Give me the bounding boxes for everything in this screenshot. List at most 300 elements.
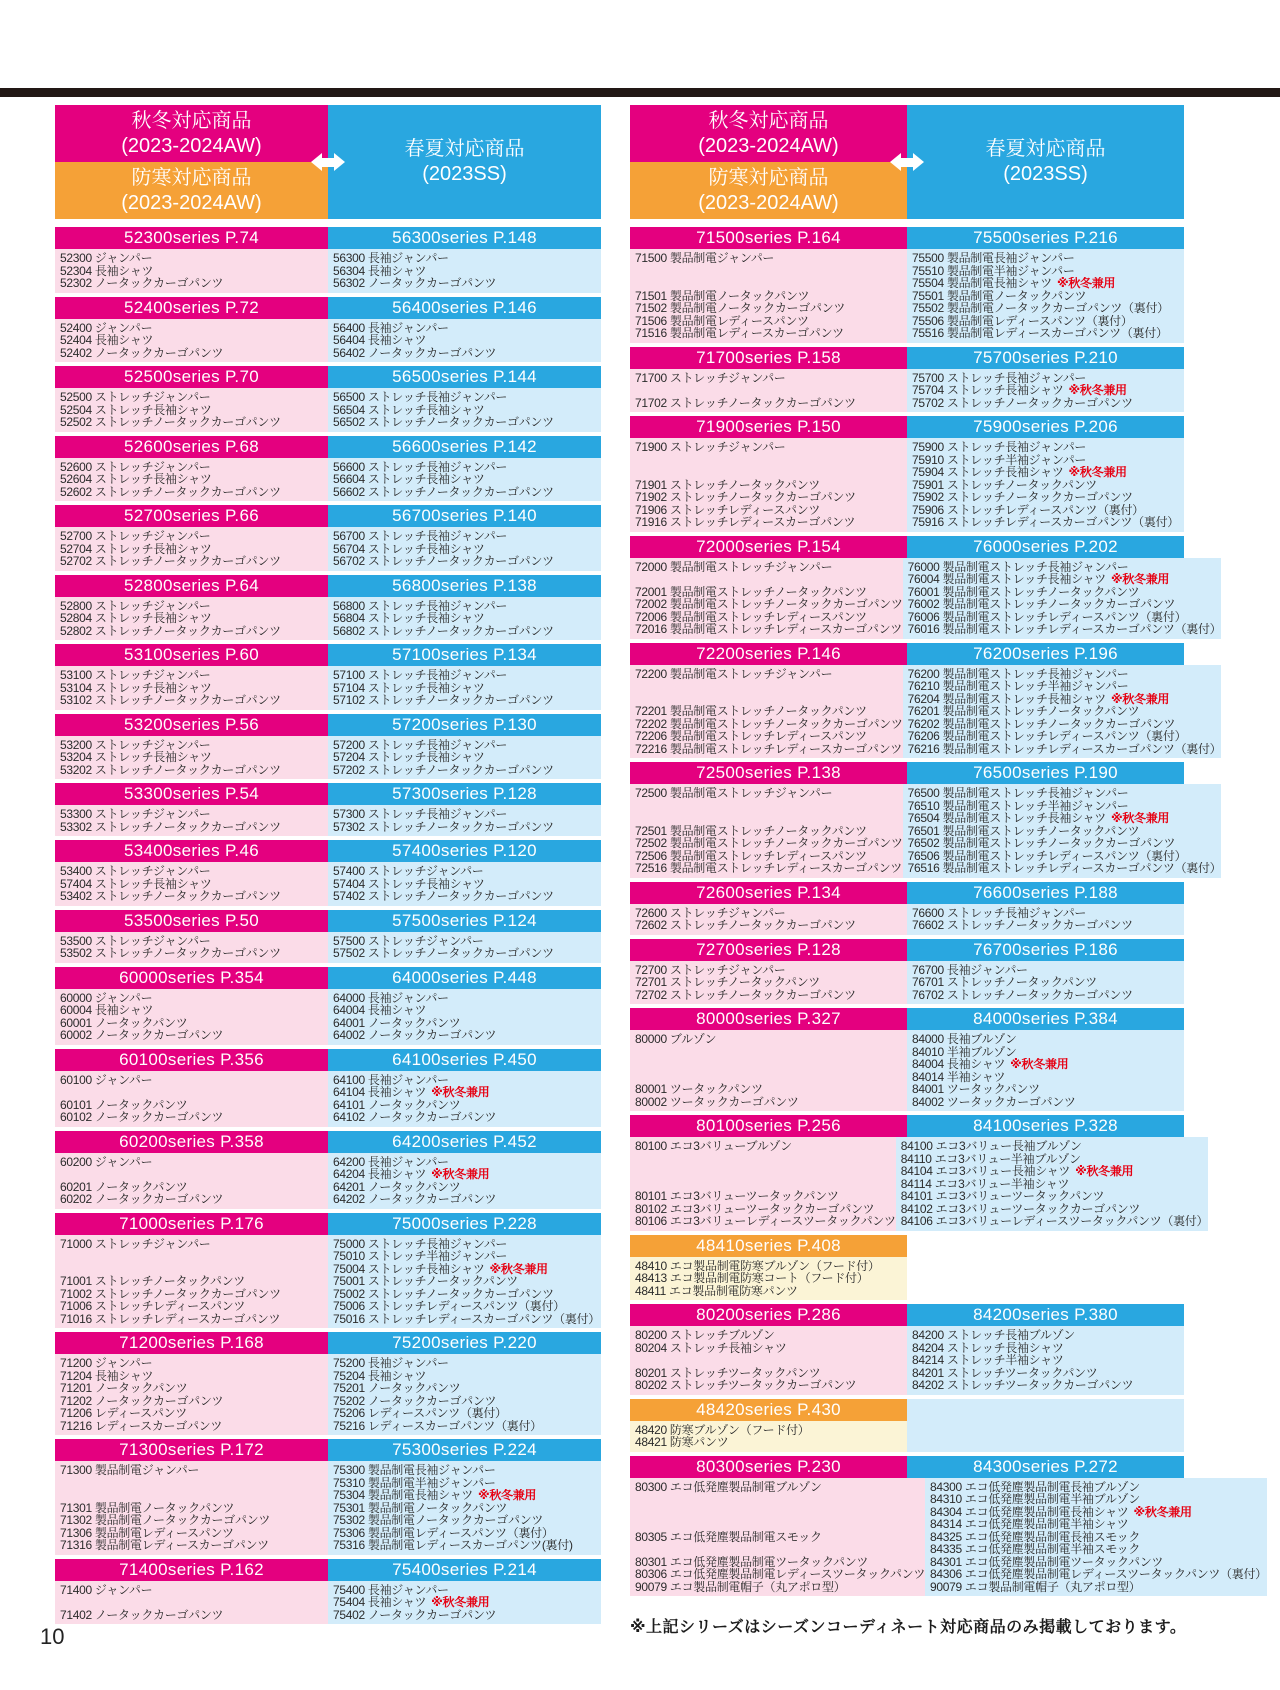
product-row (328, 992, 601, 1005)
product-code-name: 75700 ストレッチ長袖ジャンパー (912, 371, 1087, 384)
product-code-name: 80306 エコ低発塵製品制電レディースツータックパンツ (635, 1568, 926, 1581)
product-code-name: 84001 ツータックパンツ (912, 1083, 1040, 1096)
product-code-name: 80102 エコ3バリューツータックカーゴパンツ (635, 1202, 875, 1215)
product-code-name: 75400 長袖ジャンパー (333, 1583, 449, 1596)
product-row (328, 1477, 601, 1490)
product-row (55, 473, 328, 486)
product-row (55, 1489, 328, 1502)
product-row (55, 1288, 328, 1301)
product-code-name: 76602 ストレッチノータックカーゴパンツ (912, 919, 1133, 932)
product-row (328, 1263, 601, 1276)
product-code-name: 80301 エコ低発塵製品制電ツータックパンツ (635, 1555, 869, 1568)
product-code-name: 75302 製品制電ノータックカーゴパンツ (333, 1514, 544, 1527)
product-row (903, 693, 1222, 706)
product-row (55, 1313, 328, 1326)
product-row (630, 976, 907, 989)
product-code-name: 48420 防寒ブルゾン（フード付） (635, 1423, 810, 1436)
product-code-name: 80200 ストレッチブルゾン (635, 1329, 775, 1342)
product-row (328, 486, 601, 499)
ss-series-header: 84200series P.380 (907, 1304, 1184, 1326)
product-row (630, 919, 907, 932)
product-row (903, 561, 1222, 574)
product-code-name: 80202 ストレッチツータックカーゴパンツ (635, 1379, 857, 1392)
aw-products (630, 961, 907, 1005)
product-row (328, 1193, 601, 1206)
legend-autumn-winter (630, 105, 907, 162)
product-row (630, 1531, 925, 1544)
product-code-name: 52400 ジャンパー (60, 321, 153, 334)
product-code-name: 56802 ストレッチノータックカーゴパンツ (333, 624, 554, 637)
series-section (630, 1235, 1184, 1301)
product-row (630, 516, 907, 529)
season-note: ※秋冬兼用 (489, 1262, 548, 1275)
aw-products (55, 1071, 328, 1127)
aw-products (55, 1581, 328, 1625)
product-row (55, 1181, 328, 1194)
product-code-name: 72206 製品制電ストレッチレディースパンツ (635, 730, 867, 743)
legend-ss-season: (2023SS) (422, 163, 507, 185)
product-row (55, 265, 328, 278)
product-row (328, 404, 601, 417)
product-row (328, 878, 601, 891)
ss-series-header: 75700series P.210 (907, 347, 1184, 369)
product-code-name: 75506 製品制電レディースパンツ（裏付） (912, 314, 1133, 327)
product-row (328, 1313, 601, 1326)
product-row (55, 600, 328, 613)
legend-winter-season: (2023-2024AW) (121, 191, 262, 214)
product-code-name: 76202 製品制電ストレッチノータックカーゴパンツ (907, 717, 1176, 730)
legend-winter (630, 162, 907, 219)
product-row (907, 1342, 1184, 1355)
product-row (630, 1367, 907, 1380)
product-code-name: 60101 ノータックパンツ (60, 1098, 188, 1111)
ss-products (907, 1257, 1184, 1301)
product-code-name: 75501 製品制電ノータックパンツ (912, 289, 1087, 302)
product-row (903, 743, 1222, 756)
product-code-name: 52802 ストレッチノータックカーゴパンツ (60, 624, 281, 637)
season-note: ※秋冬兼用 (1068, 384, 1127, 397)
product-code-name: 76206 製品制電ストレッチレディースパンツ（裏付） (907, 730, 1187, 743)
product-row (55, 739, 328, 752)
aw-products (55, 989, 328, 1045)
product-row (907, 384, 1184, 397)
product-code-name: 75201 ノータックパンツ (333, 1382, 461, 1395)
product-row (55, 1477, 328, 1490)
season-note: ※秋冬兼用 (431, 1168, 490, 1181)
product-code-name: 72000 製品制電ストレッチジャンパー (635, 560, 833, 573)
season-legend (630, 105, 1184, 219)
product-row (903, 837, 1222, 850)
product-code-name: 84010 半袖ブルゾン (912, 1045, 1017, 1058)
series-section (55, 714, 601, 780)
product-row (896, 1153, 1209, 1166)
product-row (55, 808, 328, 821)
product-row (907, 1071, 1184, 1084)
product-row (328, 1514, 601, 1527)
product-code-name: 76502 製品制電ストレッチノータックカーゴパンツ (907, 837, 1176, 850)
product-code-name: 80002 ツータックカーゴパンツ (635, 1095, 799, 1108)
product-code-name: 48413 エコ製品制電防寒コート（フード付） (635, 1272, 869, 1285)
product-code-name: 71902 ストレッチノータックカーゴパンツ (635, 491, 856, 504)
aw-products (630, 1137, 896, 1231)
product-code-name: 72006 製品制電ストレッチレディースパンツ (635, 610, 867, 623)
aw-series-header: 48420series P.430 (630, 1399, 907, 1421)
product-row (328, 1464, 601, 1477)
aw-products (630, 438, 907, 532)
product-row (907, 315, 1184, 328)
product-row (55, 1370, 328, 1383)
product-code-name: 72202 製品制電ストレッチノータックカーゴパンツ (635, 717, 903, 730)
product-row (630, 1543, 925, 1556)
series-section (55, 840, 601, 906)
ss-products (925, 1478, 1267, 1597)
ss-products (907, 249, 1184, 343)
product-code-name: 84102 エコ3バリューツータックカーゴパンツ (900, 1202, 1141, 1215)
product-code-name: 48421 防寒パンツ (635, 1436, 729, 1449)
product-row (907, 516, 1184, 529)
product-row (896, 1190, 1209, 1203)
product-row (907, 1033, 1184, 1046)
product-row (328, 1382, 601, 1395)
product-row (55, 530, 328, 543)
aw-products (55, 805, 328, 836)
product-row (630, 623, 903, 636)
product-code-name: 75900 ストレッチ長袖ジャンパー (912, 441, 1087, 454)
product-row (328, 764, 601, 777)
product-row (630, 1354, 907, 1367)
product-code-name: 60002 ノータックカーゴパンツ (60, 1029, 224, 1042)
product-row (903, 787, 1222, 800)
product-code-name: 84106 エコ3バリューレディースツータックパンツ（裏付） (900, 1215, 1209, 1228)
product-row (907, 327, 1184, 340)
product-code-name: 71900 ストレッチジャンパー (635, 441, 786, 454)
product-row (55, 277, 328, 290)
product-code-name: 75001 ストレッチノータックパンツ (333, 1275, 518, 1288)
product-row (328, 1502, 601, 1515)
product-row (55, 682, 328, 695)
product-row (925, 1493, 1267, 1506)
legend-aw-season: (2023-2024AW) (121, 134, 262, 157)
product-row (630, 787, 903, 800)
product-code-name: 53402 ストレッチノータックカーゴパンツ (60, 890, 281, 903)
product-row (328, 625, 601, 638)
product-row (630, 1215, 896, 1228)
product-code-name: 80100 エコ3バリューブルゾン (635, 1140, 792, 1153)
ss-series-header: 75900series P.206 (907, 416, 1184, 438)
product-row (55, 1464, 328, 1477)
product-code-name: 60100 ジャンパー (60, 1073, 153, 1086)
product-row (328, 1527, 601, 1540)
ss-products (328, 1581, 601, 1625)
product-row (630, 1581, 925, 1594)
product-row (630, 252, 907, 265)
product-row (907, 1367, 1184, 1380)
product-code-name: 84002 ツータックカーゴパンツ (912, 1095, 1076, 1108)
product-row (925, 1581, 1267, 1594)
series-section (55, 297, 601, 363)
product-row (55, 1382, 328, 1395)
product-code-name: 48411 エコ製品制電防寒パンツ (635, 1284, 798, 1297)
legend-ss-title: 春夏対応商品 (404, 138, 525, 160)
product-row (630, 397, 907, 410)
product-row (328, 947, 601, 960)
aw-series-header: 52300series P.74 (55, 227, 328, 249)
legend-ss-season: (2023SS) (1003, 163, 1088, 185)
ss-series-header: 84300series P.272 (907, 1456, 1184, 1478)
product-code-name: 71300 製品制電ジャンパー (60, 1464, 200, 1477)
ss-series-header: 56700series P.140 (328, 505, 601, 527)
product-row (907, 1436, 1184, 1449)
product-row (328, 391, 601, 404)
product-code-name: 71500 製品制電ジャンパー (635, 252, 775, 265)
product-code-name: 75904 ストレッチ長袖シャツ (912, 466, 1064, 479)
product-row (328, 1596, 601, 1609)
product-row (907, 252, 1184, 265)
product-row (630, 837, 903, 850)
aw-products (55, 597, 328, 641)
aw-series-header: 53200series P.56 (55, 714, 328, 736)
ss-series-header (907, 1235, 1184, 1257)
product-code-name: 56300 長袖ジャンパー (333, 252, 449, 265)
product-row (328, 821, 601, 834)
aw-series-header: 52600series P.68 (55, 436, 328, 458)
product-row (328, 865, 601, 878)
product-code-name: 52604 ストレッチ長袖シャツ (60, 473, 212, 486)
series-list-right (630, 227, 1267, 1596)
product-code-name: 84335 エコ低発塵製品制電半袖スモック (930, 1543, 1141, 1556)
product-code-name: 71306 製品制電レディースパンツ (60, 1526, 234, 1539)
product-row (328, 543, 601, 556)
aw-series-header: 53400series P.46 (55, 840, 328, 862)
product-code-name: 71006 ストレッチレディースパンツ (60, 1300, 246, 1313)
product-code-name: 53400 ストレッチジャンパー (60, 865, 211, 878)
product-code-name: 75200 長袖ジャンパー (333, 1357, 449, 1370)
product-row (630, 1140, 896, 1153)
series-section (630, 227, 1184, 343)
product-code-name: 75016 ストレッチレディースカーゴパンツ（裏付） (333, 1312, 600, 1325)
product-code-name: 84100 エコ3バリュー長袖ブルゾン (900, 1140, 1082, 1153)
product-code-name: 56504 ストレッチ長袖シャツ (333, 403, 485, 416)
product-code-name: 80106 エコ3バリューレディースツータックパンツ (635, 1215, 896, 1228)
product-code-name: 76016 製品制電ストレッチレディースカーゴパンツ（裏付） (907, 623, 1222, 636)
product-code-name: 75516 製品制電レディースカーゴパンツ（裏付） (912, 327, 1168, 340)
product-row (630, 1203, 896, 1216)
product-row (55, 1407, 328, 1420)
aw-products (55, 932, 328, 963)
product-row (925, 1556, 1267, 1569)
product-row (907, 397, 1184, 410)
product-row (907, 302, 1184, 315)
product-row (907, 907, 1184, 920)
season-note: ※秋冬兼用 (1010, 1058, 1069, 1071)
product-code-name: 71202 ノータックカーゴパンツ (60, 1394, 224, 1407)
product-row (55, 1539, 328, 1552)
product-code-name: 52500 ストレッチジャンパー (60, 391, 211, 404)
product-row (328, 252, 601, 265)
aw-series-header: 80200series P.286 (630, 1304, 907, 1326)
aw-products (630, 784, 903, 878)
product-row (328, 1168, 601, 1181)
footnote: ※上記シリーズはシーズンコーディネート対応商品のみ掲載しております。 (630, 1619, 1187, 1636)
aw-series-header: 72200series P.146 (630, 643, 907, 665)
aw-series-header: 53100series P.60 (55, 644, 328, 666)
aw-series-header: 72500series P.138 (630, 762, 907, 784)
product-code-name: 71301 製品制電ノータックパンツ (60, 1501, 235, 1514)
product-row (907, 290, 1184, 303)
legend-aw-title: 秋冬対応商品 (131, 109, 252, 132)
product-code-name: 84110 エコ3バリュー半袖ブルゾン (900, 1152, 1081, 1165)
product-row (630, 1083, 907, 1096)
product-row (328, 1238, 601, 1251)
product-code-name: 75301 製品制電ノータックパンツ (333, 1501, 508, 1514)
product-row (896, 1215, 1209, 1228)
product-code-name: 72701 ストレッチノータックパンツ (635, 976, 820, 989)
product-row (903, 705, 1222, 718)
aw-products (630, 369, 907, 413)
product-code-name: 75906 ストレッチレディースパンツ（裏付） (912, 503, 1144, 516)
product-row (907, 454, 1184, 467)
product-row (630, 372, 907, 385)
product-code-name: 72700 ストレッチジャンパー (635, 963, 786, 976)
product-row (328, 1584, 601, 1597)
product-row (907, 964, 1184, 977)
aw-products (630, 665, 903, 759)
ss-series-header: 84100series P.328 (907, 1115, 1184, 1137)
product-row (328, 1275, 601, 1288)
product-row (630, 812, 903, 825)
product-code-name: 75206 レディースパンツ（裏付） (333, 1407, 507, 1420)
product-code-name: 52302 ノータックカーゴパンツ (60, 277, 224, 290)
product-row (896, 1203, 1209, 1216)
product-code-name: 56800 ストレッチ長袖ジャンパー (333, 599, 508, 612)
product-code-name: 76500 製品制電ストレッチ長袖ジャンパー (907, 787, 1129, 800)
legend-winter-title: 防寒対応商品 (131, 166, 252, 189)
series-section (630, 1456, 1267, 1597)
product-row (55, 625, 328, 638)
product-code-name: 52700 ストレッチジャンパー (60, 530, 211, 543)
aw-series-header: 71500series P.164 (630, 227, 907, 249)
product-code-name: 76000 製品制電ストレッチ長袖ジャンパー (907, 560, 1129, 573)
product-row (328, 555, 601, 568)
aw-products (55, 1461, 328, 1555)
product-row (903, 850, 1222, 863)
product-code-name: 64204 長袖シャツ (333, 1168, 427, 1181)
swap-arrow-icon (311, 153, 345, 171)
product-code-name: 72016 製品制電ストレッチレディースカーゴパンツ (635, 623, 902, 636)
series-section (55, 1213, 601, 1329)
product-code-name: 64200 長袖ジャンパー (333, 1155, 449, 1168)
product-row (630, 1272, 907, 1285)
legend-spring-summer (907, 105, 1184, 219)
product-code-name: 76506 製品制電ストレッチレディースパンツ（裏付） (907, 849, 1187, 862)
legend-left-half (630, 105, 907, 219)
ss-series-header: 57200series P.130 (328, 714, 601, 736)
product-code-name: 52300 ジャンパー (60, 252, 153, 265)
product-code-name: 84310 エコ低発塵製品制電半袖ブルゾン (930, 1493, 1140, 1506)
series-section (630, 762, 1222, 878)
ss-series-header: 76500series P.190 (907, 762, 1184, 784)
ss-products (328, 319, 601, 363)
product-row (328, 669, 601, 682)
product-row (328, 694, 601, 707)
product-row (630, 327, 907, 340)
product-row (55, 1111, 328, 1124)
product-row (630, 265, 907, 278)
product-code-name: 71506 製品制電レディースパンツ (635, 314, 809, 327)
product-row (630, 693, 903, 706)
product-row (55, 1275, 328, 1288)
product-row (907, 1424, 1184, 1437)
aw-products (55, 666, 328, 710)
product-row (55, 1004, 328, 1017)
product-row (630, 1436, 907, 1449)
product-row (630, 1260, 907, 1273)
product-row (55, 1584, 328, 1597)
product-row (328, 265, 601, 278)
product-code-name: 75006 ストレッチレディースパンツ（裏付） (333, 1300, 565, 1313)
product-row (630, 1285, 907, 1298)
legend-ss-title: 春夏対応商品 (985, 138, 1106, 160)
product-code-name: 53302 ストレッチノータックカーゴパンツ (60, 820, 281, 833)
product-code-name: 57200 ストレッチ長袖ジャンパー (333, 738, 508, 751)
series-section (55, 227, 601, 293)
product-code-name: 60102 ノータックカーゴパンツ (60, 1111, 224, 1124)
product-code-name: 71901 ストレッチノータックパンツ (635, 478, 820, 491)
ss-products (907, 904, 1184, 935)
product-code-name: 84314 エコ低発塵製品制電半袖シャツ (930, 1518, 1129, 1531)
product-code-name: 71502 製品制電ノータックカーゴパンツ (635, 302, 846, 315)
product-row (907, 441, 1184, 454)
product-code-name: 56404 長袖シャツ (333, 334, 427, 347)
product-row (630, 989, 907, 1002)
product-row (903, 586, 1222, 599)
product-code-name: 75300 製品制電長袖ジャンパー (333, 1464, 496, 1477)
product-row (55, 1238, 328, 1251)
product-row (55, 1193, 328, 1206)
ss-series-header: 84000series P.384 (907, 1008, 1184, 1030)
product-row (903, 623, 1222, 636)
aw-products (630, 1326, 907, 1395)
product-code-name: 52600 ストレッチジャンパー (60, 460, 211, 473)
series-section (630, 1008, 1184, 1111)
product-code-name: 84201 ストレッチツータックパンツ (912, 1366, 1098, 1379)
product-code-name: 75704 ストレッチ長袖シャツ (912, 384, 1064, 397)
product-row (630, 1556, 925, 1569)
ss-products (907, 438, 1184, 532)
product-row (630, 1424, 907, 1437)
product-code-name: 75316 製品制電レディースカーゴパンツ(裏付) (333, 1539, 573, 1552)
product-row (55, 1596, 328, 1609)
product-row (55, 1514, 328, 1527)
product-row (328, 1609, 601, 1622)
product-row (630, 315, 907, 328)
product-row (55, 1086, 328, 1099)
aw-products (55, 736, 328, 780)
product-code-name: 75204 長袖シャツ (333, 1369, 427, 1382)
product-row (907, 1046, 1184, 1059)
aw-series-header: 71900series P.150 (630, 416, 907, 438)
aw-series-header: 71700series P.158 (630, 347, 907, 369)
product-code-name: 71400 ジャンパー (60, 1583, 153, 1596)
product-code-name: 60000 ジャンパー (60, 991, 153, 1004)
aw-products (55, 1354, 328, 1435)
product-code-name: 57204 ストレッチ長袖シャツ (333, 751, 485, 764)
product-row (55, 1168, 328, 1181)
product-code-name: 72001 製品制電ストレッチノータックパンツ (635, 585, 867, 598)
product-code-name: 76216 製品制電ストレッチレディースカーゴパンツ（裏付） (907, 742, 1222, 755)
product-row (328, 1489, 601, 1502)
product-code-name: 84300 エコ低発塵製品制電長袖ブルゾン (930, 1480, 1140, 1493)
